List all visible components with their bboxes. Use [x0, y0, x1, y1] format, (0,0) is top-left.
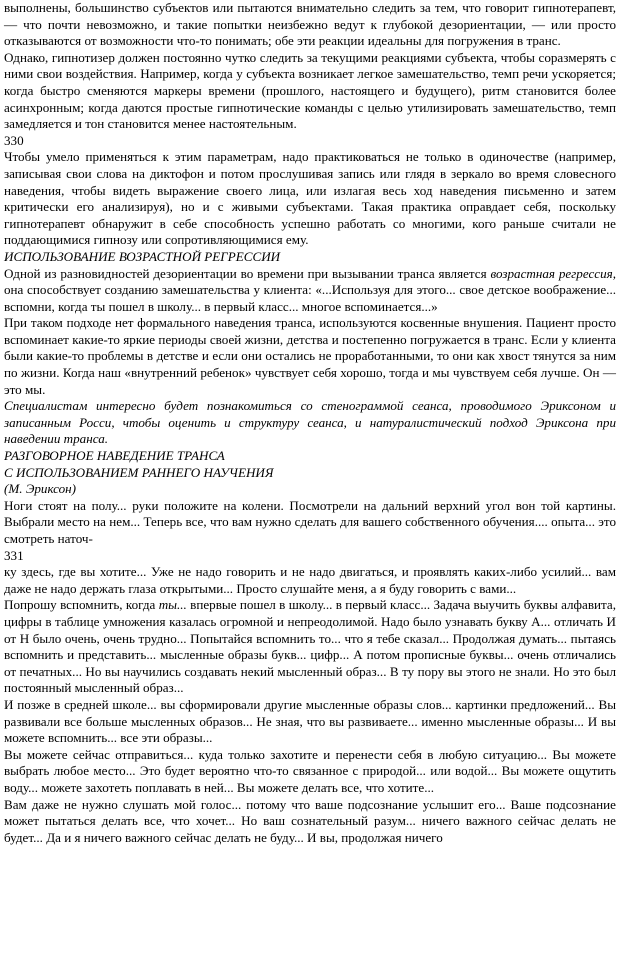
text-run: Одной из разновидностей дезориентации во времени при вызывании транса является	[4, 265, 491, 281]
emphasis-term: возрастная регрессия,	[490, 265, 616, 281]
paragraph-subconscious: Вам даже не нужно слушать мой голос... потому что ваше подсознание услышит его... Ваше подсознание может пытаться делать все, что хочет... Но ваш сознательный разум... ничего важного сейчас делать не будет... Да и я ничего важного сейчас делать не буду... И вы, продолжая ничего	[4, 796, 616, 845]
page-number-330: 330	[4, 132, 24, 148]
paragraph-middle-school: И позже в средней школе... вы сформировали другие мысленные образы слов... картинки предложений... Вы развивали все больше мысленных образов... Не зная, что вы развиваете... именно мысленные образы... И вы можете вспомнить... все эти образы...	[4, 696, 616, 746]
note-specialists: Специалистам интересно будет познакомиться со стенограммой сеанса, проводимого Эриксоном и записанным Росси, чтобы оценить и структуру сеанса, и натуралистический подход Эриксона при наведении транса.	[4, 398, 616, 447]
paragraph-age-regression	[4, 266, 616, 316]
paragraph-induction-start: Ноги стоят на полу... руки положите на колени. Посмотрели на дальний верхний угол вон той картины. Выбрали место на нем... Теперь все, что вам нужно сделать для вашего собственного обучения.... опыта... это смотреть наточ-	[4, 497, 616, 546]
paragraph-hypnotist-reactions: Однако, гипнотизер должен постоянно чутко следить за текущими реакциями субъекта, чтобы соразмерять с ними свои воздействия. Например, когда у субъекта возникает легкое замешательство, темп речи ускоряется; когда быстро сменяются маркеры времени (прошлого, настоящего и будущего), ритм становится более асинхронным; когда даются простые гипнотические команды с целью утилизировать замешательство, темп замедляется и тон становится менее настоятельным.	[4, 49, 616, 132]
paragraph-practice: Чтобы умело применяться к этим параметрам, надо практиковаться не только в одиночестве (например, записывая свои слова на диктофон и потом прослушивая запись или глядя в зеркало во время словесного наведения, чтобы видеть выражение своего лица, или излагая весь ход наведения письменно и затем критически его анализируя), но и с живыми субъектами. Такая практика оправдает себя, поскольку гипнотерапевт обнаружит в себе способность успешно работать со многими, кого раньше считали не поддающимися гипнозу или сопротивляющимися ему.	[4, 149, 616, 248]
page-number-331: 331	[4, 547, 24, 563]
emphasis-word: ты...	[158, 597, 187, 613]
text-run: Попрошу вспомнить, когда	[4, 597, 159, 613]
author-attribution: (М. Эриксон)	[4, 481, 76, 497]
paragraph-travel: Вы можете сейчас отправиться... куда только захотите и перенести себя в любую ситуацию... Вы можете выбрать любое место... Это будет вероятно что-то связанное с природой... или водой... Вы можете ощутить воду... можете захотеть поплавать в ней... Вы можете делать все, что хотите...	[4, 746, 616, 795]
text-run: впервые пошел в школу... в первый класс... Задача выучить буквы алфавита, цифры в таблице умножения казалась огромной и непреодолимой. Надо было узнавать букву А... отличать И от Н было очень, очень трудно... Попытайся вспомнить то... что я тебе сказал... Продолжая думать... пытаясь вспомнить и представить... мысленные образы букв... цифр... А потом прописные буквы... очень отличались от печатных... Но вы научились создавать некий мысленный образ... В ту пору вы этого не знали. Но это был постоянный мысленный образ...	[4, 597, 617, 696]
text-run: она способствует созданию замешательства у клиента: «...Используя для этого... свое детское воображение... вспомни, когда ты пошел в школу... в первый класс... многое вспоминается...»	[4, 282, 616, 314]
section-heading-conversational-trance-line1: РАЗГОВОРНОЕ НАВЕДЕНИЕ ТРАНСА	[4, 448, 225, 464]
section-heading-conversational-trance-line2: С ИСПОЛЬЗОВАНИЕМ РАННЕГО НАУЧЕНИЯ	[4, 464, 274, 480]
paragraph-indirect-suggestions: При таком подходе нет формального наведения транса, используются косвенные внушения. Пациент просто вспоминает какие-то яркие периоды своей жизни, детства и постепенно погружается в транс. Если у клиента были какие-то проблемы в детстве и если они остались не проработанными, то они как хвост тянутся за ним по жизни. Когда наш «внутренний ребенок» чувствует себя хорошо, тогда и мы чувствуем себя лучше. Он — это мы.	[4, 315, 616, 397]
paragraph-school-memory	[4, 597, 616, 697]
paragraph-induction-continue: ку здесь, где вы хотите... Уже не надо говорить и не надо двигаться, и проявлять каких-либо усилий... вам даже не надо держать глаза открытыми... Просто слушайте меня, а я буду говорить с вами...	[4, 564, 616, 596]
section-heading-age-regression: ИСПОЛЬЗОВАНИЕ ВОЗРАСТНОЙ РЕГРЕССИИ	[4, 248, 281, 264]
paragraph-continuation: выполнены, большинство субъектов или пытаются внимательно следить за тем, что говорит гипнотерапевт, — что почти невозможно, и такие попытки неизбежно ведут к глубокой дезориентации, — или просто отказываются от возможности что-то понимать; обе эти реакции идеальны для погружения в транс.	[4, 0, 616, 49]
